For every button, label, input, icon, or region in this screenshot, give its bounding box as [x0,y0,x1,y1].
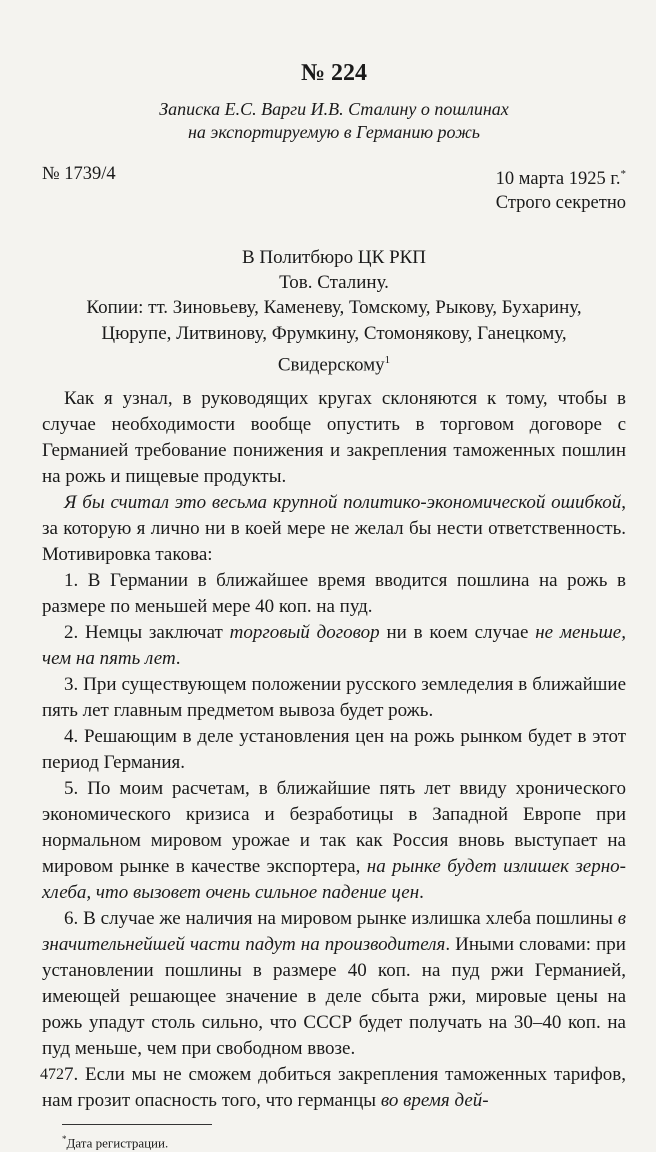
point-2-emphasis-2: не меньше, чем на пять лет [42,622,626,670]
point-5-text-a: 5. По моим расчетам, в ближайшие пять лет ввиду хронического экономического кризиса и безработицы в Западной Европе при нормальном мировом урожае и так как Россия вновь выступает на мировом рынке в качестве экспортера, [42,778,626,878]
point-6-text-b: . Иными словами: при установлении пошлины в размере 40 коп. на пуд ржи Германией, имеющей решающее значение в деле сбыта ржи, мировые цены на рожь упадут столь сильно, что СССР будет получать на 30–40 коп. на пуд меньше, чем при свободном ввозе. [42,934,626,1060]
point-4: 4. Решающим в деле установления цен на рожь рынком будет в этот период Германия. [42,726,626,774]
document-title [42,98,626,144]
point-5-text-c: . [419,882,424,904]
document-body [42,386,626,1114]
document-page [0,60,656,1151]
paragraph-1: Как я узнал, в руководящих кругах склоняются к тому, чтобы в случае необходимости вообще опустить в торговом договоре с Германией требование понижения и закрепления таможенных пошлин на рожь и пищевые продукты. [42,388,626,488]
footnote [42,1131,626,1151]
point-2-text-c: . [175,648,181,670]
page-number: 472 [40,1066,64,1083]
date-footnote-mark: * [620,168,626,180]
footnote-mark: * [62,1134,67,1145]
point-7-text-a: 7. Если мы не сможем добиться закрепления таможенных тарифов, нам грозит опасность того, что германцы [42,1064,626,1112]
document-date [496,162,626,191]
document-title-line-1: Записка Е.С. Варги И.В. Сталину о пошлинах [159,99,509,119]
document-meta [42,162,626,215]
copies-line-3 [42,347,626,378]
copies-line-2: Цюрупе, Литвинову, Фрумкину, Стомонякову, Ганецкому, [101,323,567,345]
addressee-line-1: В Политбюро ЦК РКП [241,247,427,269]
copies-line-1: Копии: тт. Зиновьеву, Каменеву, Томскому, Рыкову, Бухарину, [86,297,582,319]
point-2-text-b: ни в коем случае [379,622,536,644]
point-5-emphasis: на рынке будет излишек зерно-хлеба, что вызовет очень сильное падение цен [42,856,626,904]
point-2 [42,620,626,672]
registration-number: № 1739/4 [42,164,116,184]
paragraph-2-emphasis: Я бы считал это весьма крупной политико-экономической ошибкой [64,492,622,514]
point-5 [42,776,626,906]
addressee-line-2: Тов. Сталину. [279,272,389,294]
point-3: 3. При существующем положении русского земледелия в ближайшие пять лет главным предметом вывоза будет рожь. [42,674,626,722]
point-7 [42,1062,626,1114]
paragraph-2 [42,490,626,568]
copies-list [42,295,626,378]
point-1: 1. В Германии в ближайшее время вводится пошлина на рожь в размере по меньшей мере 40 коп. на пуд. [42,570,626,618]
point-2-emphasis-1: торговый договор [229,622,380,644]
point-6 [42,906,626,1062]
classification-label: Строго секретно [495,193,626,214]
footnote-divider [62,1124,212,1125]
copies-footnote-mark: 1 [384,354,391,367]
document-title-line-2: на экспортируемую в Германию рожь [187,122,481,142]
document-date-block [496,162,626,215]
addressee [42,245,626,295]
footnote-text: Дата регистрации. [66,1135,169,1151]
point-6-text-a: 6. В случае же наличия на мировом рынке излишка хлеба пошлины [64,908,618,930]
copies-last-name: Свидерскому [277,354,385,376]
point-7-emphasis: во время дей- [380,1090,489,1112]
point-2-text-a: 2. Немцы заключат [64,622,230,644]
document-number: № 224 [300,60,368,86]
paragraph-2-text: , за которую я лично ни в коей мере не желал бы нести ответственность. Мотивировка такова: [42,492,626,566]
point-6-emphasis: в значительнейшей части падут на производителя [42,908,626,956]
date-text: 10 марта 1925 г. [495,169,621,190]
